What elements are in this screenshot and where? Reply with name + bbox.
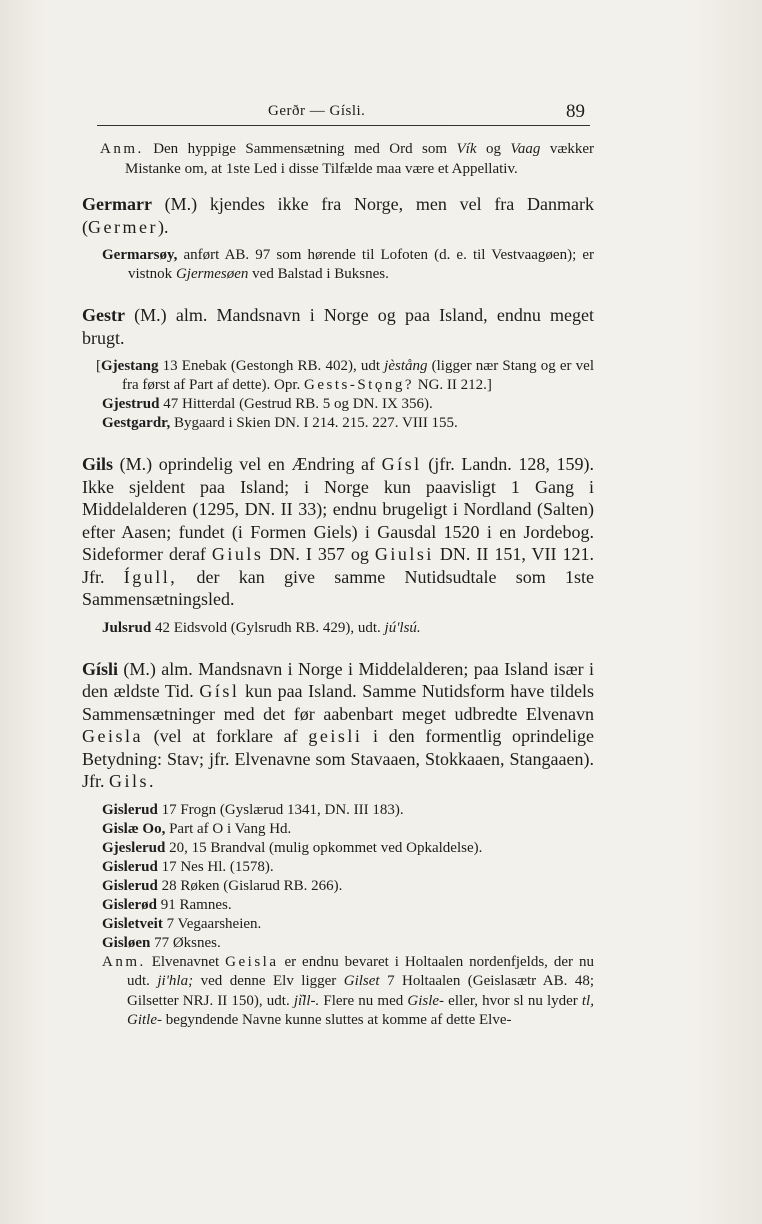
spaced-word: Geisla — [82, 726, 143, 746]
entry-text: 17 Nes Hl. (1578). — [157, 858, 274, 875]
spaced-word: Gísl — [381, 454, 422, 474]
entry-text: ved Balstad i Buksnes. — [248, 266, 389, 282]
entry-text: (vel at forklare af — [142, 726, 309, 746]
spaced-word: Gests-Stǫng? — [304, 377, 415, 393]
list-item — [102, 877, 594, 896]
italic-word: Gilset — [343, 973, 380, 989]
headword: Gislerud — [102, 858, 158, 875]
entry-text: 13 Enebak (Gestongh RB. 402), udt — [158, 358, 385, 374]
entry-text: 7 Vegaarsheien. — [162, 915, 262, 932]
entry-text: 20, 15 Brandval (mulig opkommet ved Opkaldelse). — [165, 839, 483, 856]
headword: Gjestang — [101, 358, 159, 374]
entry-text: 91 Ramnes. — [157, 896, 232, 913]
headword: Julsrud — [102, 619, 152, 636]
headword: Germarr — [82, 194, 152, 214]
list-item — [102, 801, 594, 820]
headword: Gestgardr, — [102, 415, 171, 431]
spaced-word: Giuls — [211, 544, 264, 564]
entry-gestr — [82, 304, 594, 349]
headword: Gísli — [82, 658, 119, 679]
page-body — [82, 140, 594, 1031]
entry-text: 77 Øksnes. — [150, 934, 221, 951]
headword: Gjeslerud — [102, 839, 166, 856]
list-item — [102, 915, 594, 934]
entry-gisli — [82, 658, 594, 793]
list-item — [102, 820, 594, 839]
entry-julsrud — [102, 619, 594, 638]
anm-text: Elvenavnet — [145, 953, 226, 970]
entry-text: (ligger nær Stang og er vel fra først af Part af dette). Opr. — [122, 358, 594, 393]
entry-text: ). — [157, 216, 169, 237]
anm-text: og — [476, 141, 511, 157]
entry-text: i den formentlig oprindelige Betydning: Stav; jfr. Elvenavne som Stavaaen, Stokkaaen, Stangaaen). Jfr. — [82, 726, 595, 791]
anm-label: Anm. — [100, 141, 144, 157]
entry-germarr — [82, 193, 594, 238]
entry-text: (jfr. Landn. 128, 159). Ikke sjeldent paa Island; i Norge kun paavisligt 1 Gang i Middelalderen (1295, DN. II 33); endnu brugeligt i Nordland (Salten) efter Aasen; fundet (i Formen Giels) i Gausdal 1520 i en Jordebog. Sideformer deraf — [82, 454, 594, 564]
anm-text: Flere nu med — [319, 992, 408, 1009]
italic-word: Gisle- — [407, 992, 445, 1009]
anm-text: Den hyppige Sammensætning med Ord som — [143, 141, 457, 157]
entry-text: 28 Røken (Gislarud RB. 266). — [157, 877, 343, 894]
spaced-word: Gísl — [199, 681, 240, 701]
entry-text: Bygaard i Skien DN. I 214. 215. 227. VIII 155. — [170, 415, 458, 431]
list-item — [102, 934, 594, 953]
spaced-word: Gils. — [109, 771, 157, 791]
spaced-word: Ígull, — [123, 566, 178, 587]
entry-text: NG. II 212.] — [414, 377, 492, 393]
italic-word: jèstång — [384, 358, 428, 374]
entry-text: der kan give samme Nutidsudtale som 1ste Sammensætningsled. — [82, 566, 595, 609]
list-item — [102, 896, 594, 915]
italic-word: Gjermesøen — [175, 266, 249, 282]
anm-word: Vaag — [510, 141, 541, 157]
anm-label: Anm. — [102, 953, 146, 970]
running-header — [0, 101, 762, 125]
anm-note-1 — [100, 140, 594, 179]
spaced-word: Geisla — [225, 953, 279, 970]
italic-word: jı̏ll-. — [293, 992, 320, 1009]
italic-word: jú'lsú. — [384, 619, 421, 636]
spaced-word: Germer — [88, 216, 158, 237]
headword: Gisløen — [102, 934, 151, 951]
entry-text: (M.) alm. Mandsnavn i Norge i Middelalderen; paa Island især i den ældste Tid. — [82, 658, 594, 701]
entry-text: 47 Hitterdal (Gestrud RB. 5 og DN. IX 356). — [159, 396, 433, 412]
entry-text: anført AB. 97 som hørende til Lofoten (d. e. til Vestvaagøen); er vistnok — [128, 247, 594, 282]
bracket: [ — [96, 358, 101, 374]
anm-text: eller, hvor sl nu lyder — [444, 992, 582, 1009]
entry-text: (M.) oprindelig vel en Ændring af — [113, 454, 382, 474]
headword: Gils — [82, 454, 114, 474]
anm-note-2 — [102, 953, 594, 1031]
entry-text: DN. I 357 og — [263, 544, 375, 564]
anm-text: begyndende Navne kunne sluttes at komme af dette Elve- — [162, 1012, 512, 1028]
headword: Gislerud — [102, 877, 158, 894]
headword: Gislæ Oo, — [102, 820, 166, 837]
spaced-word: geisli — [308, 726, 363, 746]
running-title: Gerðr — Gísli. — [268, 103, 366, 119]
entry-text: (M.) kjendes ikke fra Norge, men vel fra Danmark ( — [82, 194, 594, 237]
entry-gestgardr — [102, 414, 594, 433]
entry-gjestrud — [102, 395, 594, 414]
entry-germarsoy — [102, 246, 594, 284]
list-item — [102, 858, 594, 877]
entry-text: (M.) alm. Mandsnavn i Norge og paa Island, endnu meget brugt. — [82, 305, 594, 348]
spaced-word: Giulsi — [374, 544, 434, 564]
entry-text: kun paa Island. Samme Nutidsform have tildels Sammensætninger med det før aabenbart meget udbredte Elvenavn — [82, 681, 595, 724]
anm-text: er endnu bevaret i Holtaalen nordenfjelds, der nu udt. — [127, 953, 594, 989]
headword: Gjestrud — [102, 396, 160, 412]
list-item — [102, 839, 594, 858]
subentry-list — [82, 801, 594, 953]
italic-word: tl, Gitle- — [127, 992, 594, 1028]
headword: Germarsøy, — [102, 247, 178, 263]
italic-word: ji'hla; — [157, 973, 194, 989]
anm-text: 7 Holtaalen (Geislasætr AB. 48; Gilsetter NRJ. II 150), udt. — [127, 973, 594, 1009]
headword: Gestr — [82, 305, 125, 325]
page-number: 89 — [566, 101, 585, 122]
entry-gils — [82, 453, 594, 611]
headword: Gislerød — [102, 896, 157, 913]
headword: Gisletveit — [102, 915, 163, 932]
anm-text: vækker Mistanke om, at 1ste Led i disse Tilfælde maa være et Appellativ. — [125, 141, 594, 177]
entry-text: 42 Eidsvold (Gylsrudh RB. 429), udt. — [151, 619, 385, 636]
entry-gjestang — [96, 357, 594, 395]
header-rule — [97, 125, 590, 126]
entry-text: 17 Frogn (Gyslærud 1341, DN. III 183). — [157, 801, 404, 818]
entry-text: Part af O i Vang Hd. — [165, 820, 292, 837]
anm-word: Vík — [456, 141, 477, 157]
headword: Gislerud — [102, 801, 158, 818]
anm-text: ved denne Elv ligger — [193, 973, 344, 989]
entry-text: DN. II 151, VII 121. Jfr. — [82, 544, 594, 587]
